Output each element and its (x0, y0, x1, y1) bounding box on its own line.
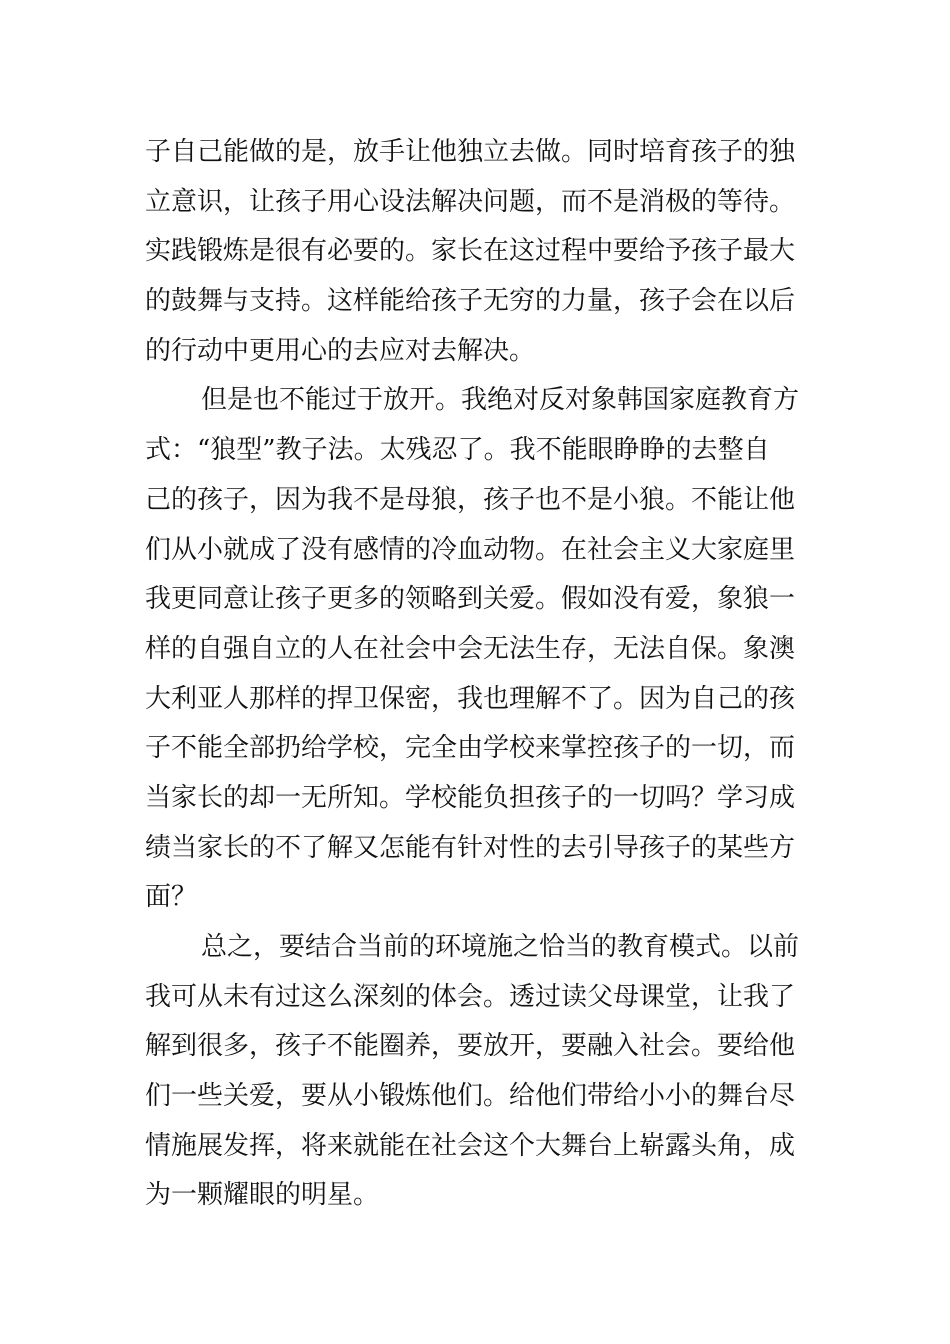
text-line: 的鼓舞与支持。这样能给孩子无穷的力量，孩子会在以后 (145, 286, 796, 317)
body-text (145, 128, 813, 1221)
text-line: 面？ (145, 882, 198, 913)
text-line: 实践锻炼是很有必要的。家长在这过程中要给予孩子最大 (145, 236, 796, 267)
paragraph-first-line: 总之，要结合当前的环境施之恰当的教育模式。以前 (201, 932, 800, 962)
text-line: 情施展发挥，将来就能在社会这个大舞台上崭露头角，成 (145, 1130, 796, 1161)
text-line: 解到很多，孩子不能圈养，要放开，要融入社会。要给他 (145, 1031, 796, 1062)
text-line: 们一些关爱，要从小锻炼他们。给他们带给小小的舞台尽 (145, 1081, 796, 1112)
text-line: 当家长的却一无所知。学校能负担孩子的一切吗？学习成 (145, 782, 796, 813)
text-line: 子自己能做的是，放手让他独立去做。同时培育孩子的独 (145, 137, 796, 167)
text-line: 式：“狼型”教子法。太残忍了。我不能眼睁睁的去整自 (145, 435, 770, 466)
text-line: 我可从未有过这么深刻的体会。透过读父母课堂，让我了 (145, 981, 796, 1012)
text-line: 子不能全部扔给学校，完全由学校来掌控孩子的一切，而 (145, 733, 796, 764)
text-line: 为一颗耀眼的明星。 (145, 1180, 380, 1211)
text-line: 的行动中更用心的去应对去解决。 (145, 335, 536, 366)
text-line: 样的自强自立的人在社会中会无法生存，无法自保。象澳 (145, 633, 796, 664)
paragraph-first-line: 但是也不能过于放开。我绝对反对象韩国家庭教育方 (201, 385, 800, 416)
text-line: 我更同意让孩子更多的领略到关爱。假如没有爱，象狼一 (145, 584, 796, 615)
text-line: 己的孩子，因为我不是母狼，孩子也不是小狼。不能让他 (145, 484, 796, 515)
text-line: 立意识，让孩子用心设法解决问题，而不是消极的等待。 (145, 186, 796, 217)
text-line: 们从小就成了没有感情的冷血动物。在社会主义大家庭里 (145, 534, 796, 565)
text-line: 绩当家长的不了解又怎能有针对性的去引导孩子的某些方 (145, 832, 796, 863)
text-line: 大利亚人那样的捍卫保密，我也理解不了。因为自己的孩 (145, 683, 796, 714)
